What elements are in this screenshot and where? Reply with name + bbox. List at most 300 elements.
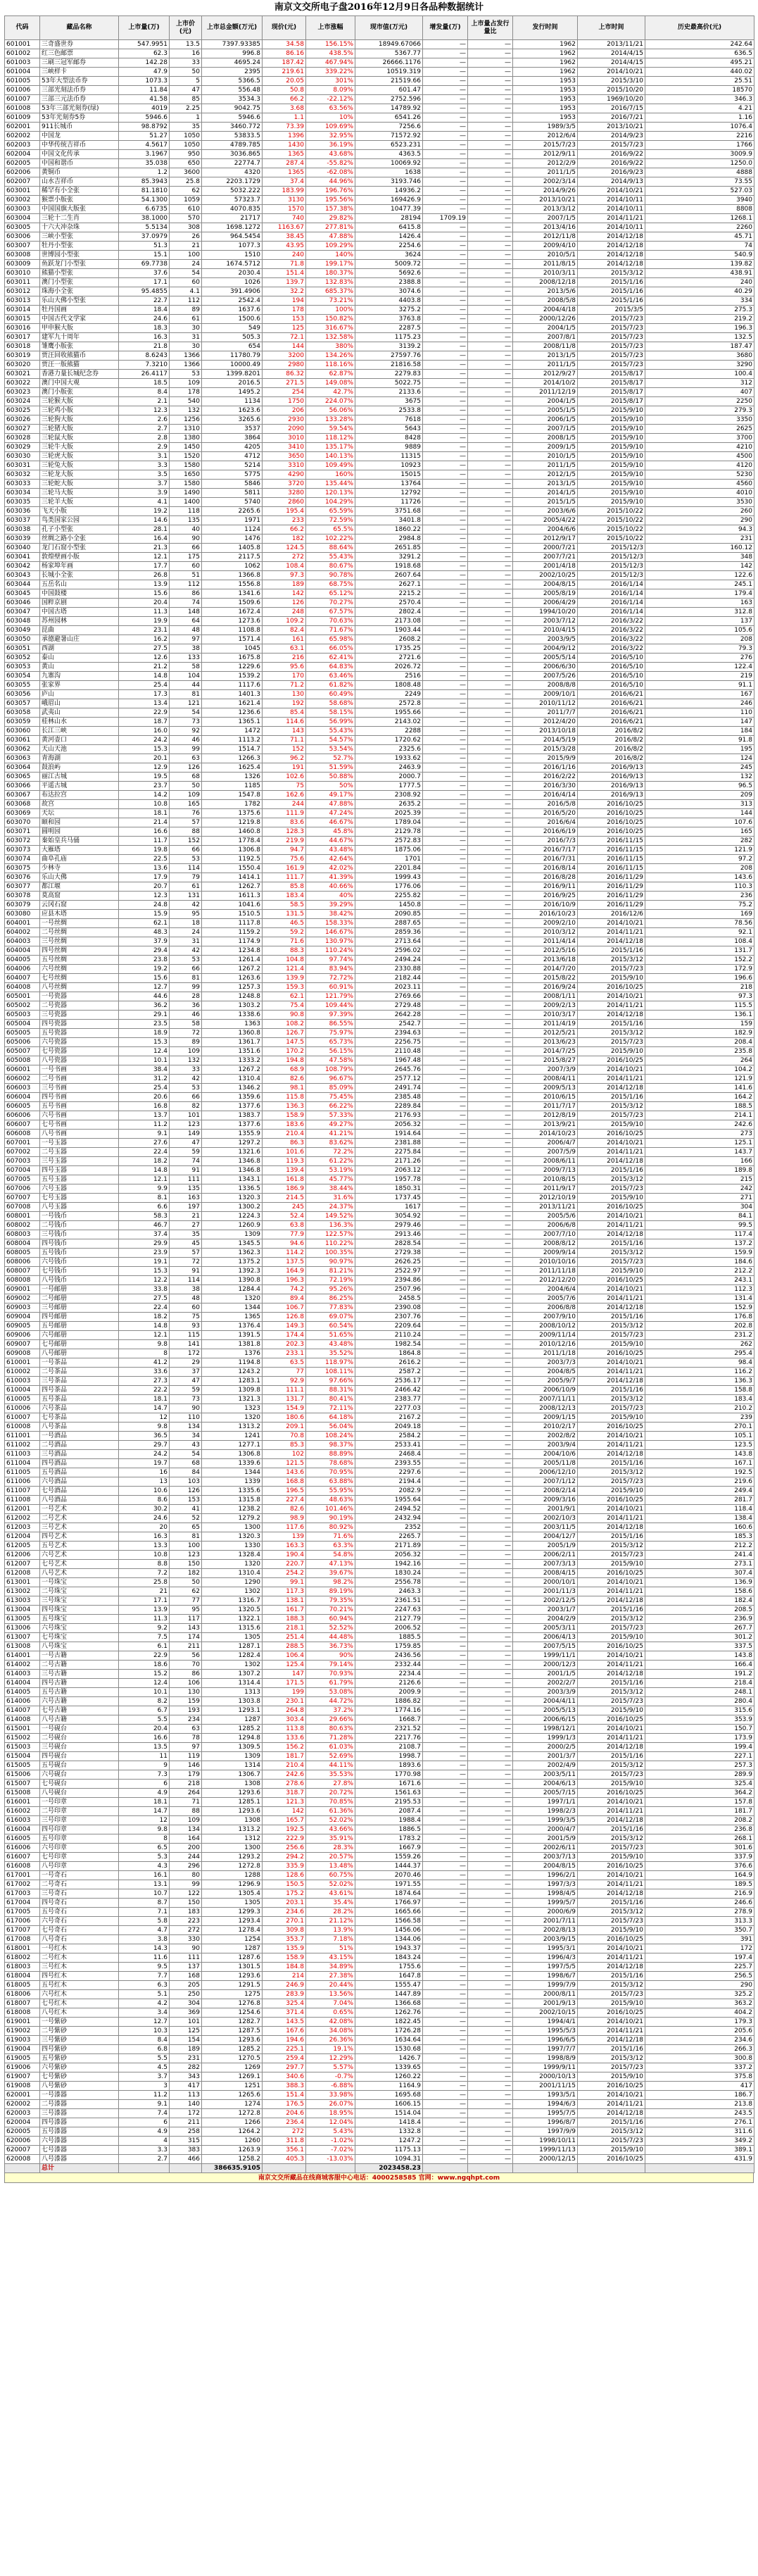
table-row	[5, 507, 754, 516]
table-row	[5, 177, 754, 187]
cell-code: 620002	[5, 2100, 40, 2109]
cell-current: 62.1	[263, 992, 306, 1001]
cell-name: 少林寺	[40, 864, 119, 873]
cell-code: 614002	[5, 1661, 40, 1670]
cell-amount: 1062	[202, 562, 263, 571]
cell-amount: 1251	[202, 2082, 263, 2091]
table-row	[5, 983, 754, 992]
cell-volume: 9.5	[119, 1963, 170, 1972]
cell-code: 618004	[5, 1972, 40, 1981]
cell-amount: 1041.6	[202, 901, 263, 910]
cell-high: 290	[645, 1981, 754, 1990]
cell-price: 112	[170, 580, 202, 589]
cell-market-value: 2802.4	[355, 608, 423, 617]
cell-high: 75.2	[645, 901, 754, 910]
cell-price: 99	[170, 745, 202, 754]
cell-amount: 1124	[202, 525, 263, 534]
cell-market-value: 1998.7	[355, 1752, 423, 1761]
cell-list-date: 2015/10/22	[578, 534, 645, 544]
cell-amount: 1476	[202, 534, 263, 544]
cell-name: 云冈石窟	[40, 901, 119, 910]
cell-list-date: 2016/9/13	[578, 782, 645, 791]
cell-price: 168	[170, 1972, 202, 1981]
cell-high: 3940	[645, 196, 754, 205]
cell-volume: 12.1	[119, 1175, 170, 1184]
cell-rise: 49.27%	[306, 1120, 355, 1130]
cell-amount: 1194.8	[202, 1358, 263, 1368]
cell-extra: —	[423, 1166, 468, 1175]
cell-current: 130	[263, 690, 306, 699]
cell-price: 150	[170, 1560, 202, 1569]
table-row	[5, 589, 754, 599]
cell-issue-date: 2012/9/11	[513, 150, 578, 159]
cell-amount: 2030.4	[202, 269, 263, 278]
cell-issue-date: 2006/2/11	[513, 1551, 578, 1560]
cell-issue-date: 2006/6/8	[513, 1221, 578, 1230]
cell-issue-date: 1999/1/3	[513, 1734, 578, 1743]
cell-list-date: 2015/7/23	[578, 342, 645, 351]
cell-issue-date: 2011/1/5	[513, 461, 578, 470]
table-row	[5, 928, 754, 937]
cell-rise: 64.83%	[306, 663, 355, 672]
cell-ratio: —	[468, 1111, 513, 1120]
cell-name: 六号酒品	[40, 1477, 119, 1487]
cell-list-date: 2015/3/12	[578, 2054, 645, 2063]
cell-rise: 60.94%	[306, 1615, 355, 1624]
cell-amount: 1248.8	[202, 992, 263, 1001]
cell-ratio: —	[468, 2109, 513, 2118]
cell-ratio: —	[468, 77, 513, 86]
cell-extra: —	[423, 1551, 468, 1560]
cell-high: 188.5	[645, 1102, 754, 1111]
table-row	[5, 1413, 754, 1423]
cell-market-value: 2572.8	[355, 699, 423, 708]
cell-amount: 1273.6	[202, 617, 263, 626]
cell-issue-date: 2003/7/12	[513, 617, 578, 626]
cell-ratio: —	[468, 1468, 513, 1477]
table-row	[5, 1789, 754, 1798]
table-row	[5, 1551, 754, 1560]
cell-rise: 146.67%	[306, 928, 355, 937]
table-row	[5, 791, 754, 800]
cell-ratio: —	[468, 1542, 513, 1551]
cell-market-value: 13764	[355, 480, 423, 489]
cell-amount: 1392.3	[202, 1267, 263, 1276]
cell-extra: —	[423, 1468, 468, 1477]
cell-high: 404.2	[645, 2008, 754, 2018]
cell-market-value: 2247.63	[355, 1606, 423, 1615]
cell-market-value: 1766.97	[355, 1899, 423, 1908]
cell-extra: —	[423, 736, 468, 745]
cell-high: 348	[645, 553, 754, 562]
table-row	[5, 406, 754, 415]
cell-list-date: 2015/1/16	[578, 1825, 645, 1834]
cell-ratio: —	[468, 86, 513, 95]
cell-volume: 51.3	[119, 242, 170, 251]
cell-volume: 6	[119, 1780, 170, 1789]
cell-code: 607006	[5, 1184, 40, 1194]
cell-market-value: 27597.76	[355, 351, 423, 361]
cell-amount: 1287	[202, 1944, 263, 1953]
table-row	[5, 1834, 754, 1844]
cell-volume: 21.8	[119, 342, 170, 351]
cell-extra: —	[423, 1725, 468, 1734]
cell-code: 603041	[5, 553, 40, 562]
cell-volume: 12	[119, 1413, 170, 1423]
cell-ratio: —	[468, 1212, 513, 1221]
cell-code: 610006	[5, 1404, 40, 1413]
cell-extra: —	[423, 754, 468, 763]
cell-current: 297.7	[263, 2063, 306, 2072]
cell-market-value: 1617	[355, 1203, 423, 1212]
cell-volume: 18.6	[119, 1661, 170, 1670]
table-row	[5, 113, 754, 123]
table-row	[5, 1880, 754, 1889]
cell-amount: 1293.6	[202, 1972, 263, 1981]
cell-price: 223	[170, 1917, 202, 1926]
cell-ratio: —	[468, 1358, 513, 1368]
cell-issue-date: 2007/5/26	[513, 672, 578, 681]
cell-market-value: 21519.66	[355, 77, 423, 86]
cell-rise: 29.82%	[306, 214, 355, 223]
cell-ratio: —	[468, 791, 513, 800]
cell-extra: —	[423, 1184, 468, 1194]
cell-high: 150.7	[645, 1725, 754, 1734]
cell-extra: —	[423, 992, 468, 1001]
cell-high: 45.71	[645, 232, 754, 242]
cell-amount: 22774.7	[202, 159, 263, 168]
cell-price: 46	[170, 1011, 202, 1020]
cell-price: 2.25	[170, 104, 202, 113]
cell-rise: 38.42%	[306, 910, 355, 919]
cell-extra: —	[423, 681, 468, 690]
cell-list-date: 2015/9/10	[578, 425, 645, 434]
cell-amount: 1287.5	[202, 2027, 263, 2036]
cell-code: 601003	[5, 58, 40, 68]
cell-issue-date: 2003/1/7	[513, 1606, 578, 1615]
cell-amount: 1278.4	[202, 1926, 263, 1935]
table-row	[5, 855, 754, 864]
cell-rise: 71.6%	[306, 1532, 355, 1542]
cell-high: 540.9	[645, 251, 754, 260]
cell-list-date: 2015/7/23	[578, 1551, 645, 1560]
cell-current: 181.7	[263, 1752, 306, 1761]
cell-list-date: 2015/7/23	[578, 333, 645, 342]
cell-issue-date: 2010/1/5	[513, 452, 578, 461]
cell-issue-date: 1999/5/7	[513, 1899, 578, 1908]
cell-volume: 12.1	[119, 553, 170, 562]
cell-code: 612006	[5, 1551, 40, 1560]
cell-rise: -1.02%	[306, 2137, 355, 2146]
cell-issue-date: 2008/6/11	[513, 1157, 578, 1166]
cell-amount: 1343.1	[202, 1175, 263, 1184]
cell-extra: —	[423, 104, 468, 113]
cell-high: 301.6	[645, 1844, 754, 1853]
cell-issue-date: 1994/6/3	[513, 2100, 578, 2109]
cell-ratio: —	[468, 1285, 513, 1294]
cell-current: 318.7	[263, 1789, 306, 1798]
cell-rise: 44.67%	[306, 837, 355, 846]
table-row	[5, 1624, 754, 1633]
cell-list-date: 2015/3/12	[578, 1908, 645, 1917]
cell-rise: 56.99%	[306, 718, 355, 727]
cell-extra: —	[423, 974, 468, 983]
cell-high: 243.5	[645, 2109, 754, 2118]
cell-extra: —	[423, 1212, 468, 1221]
cell-name: 贾汪回收熊猫币	[40, 351, 119, 361]
cell-market-value: 2608.2	[355, 635, 423, 644]
cell-name: 承德避暑山庄	[40, 635, 119, 644]
cell-amount: 9042.75	[202, 104, 263, 113]
cell-code: 603049	[5, 626, 40, 635]
cell-code: 615006	[5, 1770, 40, 1780]
cell-ratio: —	[468, 827, 513, 837]
cell-current: 264.8	[263, 1706, 306, 1715]
cell-name: 都江堰	[40, 882, 119, 892]
cell-list-date: 2015/1/16	[578, 1020, 645, 1029]
cell-price: 51	[170, 571, 202, 580]
cell-list-date: 2016/8/2	[578, 736, 645, 745]
cell-amount: 1344	[202, 1468, 263, 1477]
cell-name: 四号玉器	[40, 1166, 119, 1175]
cell-price: 103	[170, 1477, 202, 1487]
cell-extra: —	[423, 168, 468, 177]
cell-amount: 1360.8	[202, 1029, 263, 1038]
cell-list-date: 2015/1/16	[578, 1166, 645, 1175]
cell-rise: 75.97%	[306, 1029, 355, 1038]
table-row	[5, 1926, 754, 1935]
cell-current: 3130	[263, 196, 306, 205]
cell-amount: 505.3	[202, 333, 263, 342]
cell-list-date: 2015/3/12	[578, 1468, 645, 1477]
cell-amount: 1294.8	[202, 1734, 263, 1743]
cell-current: 92.9	[263, 1377, 306, 1386]
cell-volume: 20.6	[119, 1093, 170, 1102]
cell-extra: —	[423, 773, 468, 782]
cell-issue-date: 2006/4/13	[513, 1633, 578, 1642]
cell-amount: 1315.8	[202, 1496, 263, 1505]
cell-price: 164	[170, 1834, 202, 1844]
cell-current: 104.8	[263, 956, 306, 965]
cell-name: 三号紫砂	[40, 2036, 119, 2045]
cell-ratio: —	[468, 727, 513, 736]
cell-code: 603059	[5, 718, 40, 727]
cell-market-value: 1988.4	[355, 1816, 423, 1825]
cell-high: 4210	[645, 443, 754, 452]
cell-name: 中国鼓楼	[40, 589, 119, 599]
cell-code: 617001	[5, 1871, 40, 1880]
table-row	[5, 1770, 754, 1780]
cell-rise: 35.53%	[306, 1770, 355, 1780]
cell-current: 85.3	[263, 1441, 306, 1450]
cell-price: 1366	[170, 361, 202, 370]
cell-volume: 18.1	[119, 1798, 170, 1807]
cell-price: 48	[170, 626, 202, 635]
table-row	[5, 1468, 754, 1477]
cell-volume: 3.3	[119, 2146, 170, 2155]
cell-high: 280.4	[645, 1697, 754, 1706]
cell-volume: 17.7	[119, 562, 170, 571]
cell-name: 武夷山	[40, 708, 119, 718]
cell-list-date: 2015/9/10	[578, 415, 645, 425]
cell-list-date: 2015/10/22	[578, 525, 645, 534]
cell-ratio: —	[468, 141, 513, 150]
cell-amount: 1556.8	[202, 580, 263, 589]
cell-price: 68	[170, 773, 202, 782]
cell-market-value: 1776.06	[355, 882, 423, 892]
cell-market-value: 2642.28	[355, 1011, 423, 1020]
cell-rise: 45.8%	[306, 827, 355, 837]
cell-list-date: 2015/7/23	[578, 315, 645, 324]
cell-code: 605006	[5, 1038, 40, 1047]
cell-high: 199.4	[645, 1743, 754, 1752]
cell-market-value: 2256.75	[355, 1038, 423, 1047]
cell-volume: 22.4	[119, 1303, 170, 1313]
cell-code: 613007	[5, 1633, 40, 1642]
cell-current: 106.7	[263, 1303, 306, 1313]
cell-market-value: 2325.6	[355, 745, 423, 754]
cell-issue-date: 2014/5/19	[513, 736, 578, 745]
cell-issue-date: 2014/10/23	[513, 1130, 578, 1139]
cell-amount: 2203.1729	[202, 177, 263, 187]
cell-amount: 1287	[202, 1715, 263, 1725]
cell-name: 牡丹国画	[40, 306, 119, 315]
cell-code: 612005	[5, 1542, 40, 1551]
cell-current: 311.8	[263, 2137, 306, 2146]
cell-current: 68.9	[263, 1065, 306, 1075]
cell-price: 118	[170, 507, 202, 516]
cell-high: 196.6	[645, 974, 754, 983]
cell-price: 122	[170, 1889, 202, 1899]
cell-extra: —	[423, 40, 468, 49]
cell-name: 熊猫小型张	[40, 269, 119, 278]
cell-list-date: 2015/7/23	[578, 2063, 645, 2072]
cell-list-date: 2014/12/18	[578, 1084, 645, 1093]
cell-issue-date: 2013/4/16	[513, 223, 578, 232]
cell-code: 610008	[5, 1423, 40, 1432]
cell-issue-date: 2013/11/21	[513, 1203, 578, 1212]
cell-price: 60	[170, 562, 202, 571]
cell-rise: 132.83%	[306, 278, 355, 287]
cell-amount: 1309	[202, 1230, 263, 1239]
cell-name: 澳门小版张	[40, 388, 119, 397]
cell-code: 605005	[5, 1029, 40, 1038]
cell-rise: 47.58%	[306, 1056, 355, 1065]
cell-code: 607003	[5, 1157, 40, 1166]
cell-volume: 37.0979	[119, 232, 170, 242]
cell-code: 607008	[5, 1203, 40, 1212]
cell-amount: 1293.1	[202, 1706, 263, 1715]
cell-code: 603077	[5, 882, 40, 892]
cell-market-value: 1647.8	[355, 1972, 423, 1981]
table-row	[5, 1377, 754, 1386]
cell-amount: 1621.4	[202, 699, 263, 708]
cell-market-value: 2215.2	[355, 589, 423, 599]
cell-amount: 1293.6	[202, 2036, 263, 2045]
table-row	[5, 617, 754, 626]
cell-issue-date: 2002/2/7	[513, 1679, 578, 1688]
cell-current: 20.05	[263, 77, 306, 86]
cell-high: 107.6	[645, 818, 754, 827]
cell-amount: 1258.2	[202, 2155, 263, 2164]
cell-rise: 109.49%	[306, 461, 355, 470]
cell-amount: 1611.3	[202, 892, 263, 901]
cell-extra: —	[423, 626, 468, 635]
cell-issue-date: 2000/8/11	[513, 1990, 578, 1999]
table-row	[5, 123, 754, 132]
cell-issue-date: 2015/8/22	[513, 974, 578, 983]
cell-code: 615005	[5, 1761, 40, 1770]
cell-current: 131.7	[263, 1395, 306, 1404]
cell-list-date: 2014/11/21	[578, 1441, 645, 1450]
cell-price: 119	[170, 1752, 202, 1761]
cell-issue-date: 2001/9/13	[513, 1999, 578, 2008]
cell-market-value: 4403.8	[355, 296, 423, 306]
cell-volume: 21	[119, 1587, 170, 1596]
cell-name: 长江三峡	[40, 727, 119, 736]
cell-list-date: 2016/9/13	[578, 773, 645, 782]
table-row	[5, 681, 754, 690]
cell-rise: -13.03%	[306, 2155, 355, 2164]
cell-current: 1570	[263, 205, 306, 214]
cell-code: 603017	[5, 333, 40, 342]
cell-price: 1580	[170, 461, 202, 470]
cell-current: 126.8	[263, 1313, 306, 1322]
table-row	[5, 1349, 754, 1358]
cell-high: 289.9	[645, 1770, 754, 1780]
cell-price: 1050	[170, 132, 202, 141]
cell-name: 八号红木	[40, 2008, 119, 2018]
cell-ratio: —	[468, 736, 513, 745]
cell-high: 278.9	[645, 1908, 754, 1917]
cell-price: 66	[170, 965, 202, 974]
cell-extra: —	[423, 1761, 468, 1770]
cell-code: 612007	[5, 1560, 40, 1569]
cell-amount: 1313	[202, 1688, 263, 1697]
cell-list-date: 2015/12/3	[578, 544, 645, 553]
cell-extra: —	[423, 1899, 468, 1908]
cell-ratio: —	[468, 699, 513, 708]
cell-list-date: 2014/12/18	[578, 1230, 645, 1239]
table-row	[5, 818, 754, 827]
cell-extra: —	[423, 177, 468, 187]
cell-current: 1365	[263, 168, 306, 177]
cell-volume: 4.2	[119, 1999, 170, 2008]
cell-rise: 51.65%	[306, 1331, 355, 1340]
cell-volume: 2.7	[119, 2155, 170, 2164]
cell-list-date: 2015/12/3	[578, 553, 645, 562]
cell-code: 603002	[5, 196, 40, 205]
cell-market-value: 2627.1	[355, 580, 423, 589]
cell-list-date: 2016/11/29	[578, 882, 645, 892]
cell-market-value: 1903.44	[355, 626, 423, 635]
cell-high: 334	[645, 296, 754, 306]
cell-issue-date: 2010/4/15	[513, 626, 578, 635]
cell-market-value: 2645.76	[355, 1065, 423, 1075]
cell-current: 153	[263, 315, 306, 324]
cell-issue-date: 2012/5/16	[513, 946, 578, 956]
cell-current: 246.9	[263, 1981, 306, 1990]
cell-market-value: 2507.96	[355, 1285, 423, 1294]
cell-extra: —	[423, 1441, 468, 1450]
cell-list-date: 2016/5/10	[578, 681, 645, 690]
table-row	[5, 718, 754, 727]
cell-list-date: 2014/11/21	[578, 1807, 645, 1816]
cell-name: 丽江古城	[40, 773, 119, 782]
cell-amount: 1359.6	[202, 1093, 263, 1102]
cell-market-value: 1175.23	[355, 333, 423, 342]
cell-volume: 10.8	[119, 1551, 170, 1560]
